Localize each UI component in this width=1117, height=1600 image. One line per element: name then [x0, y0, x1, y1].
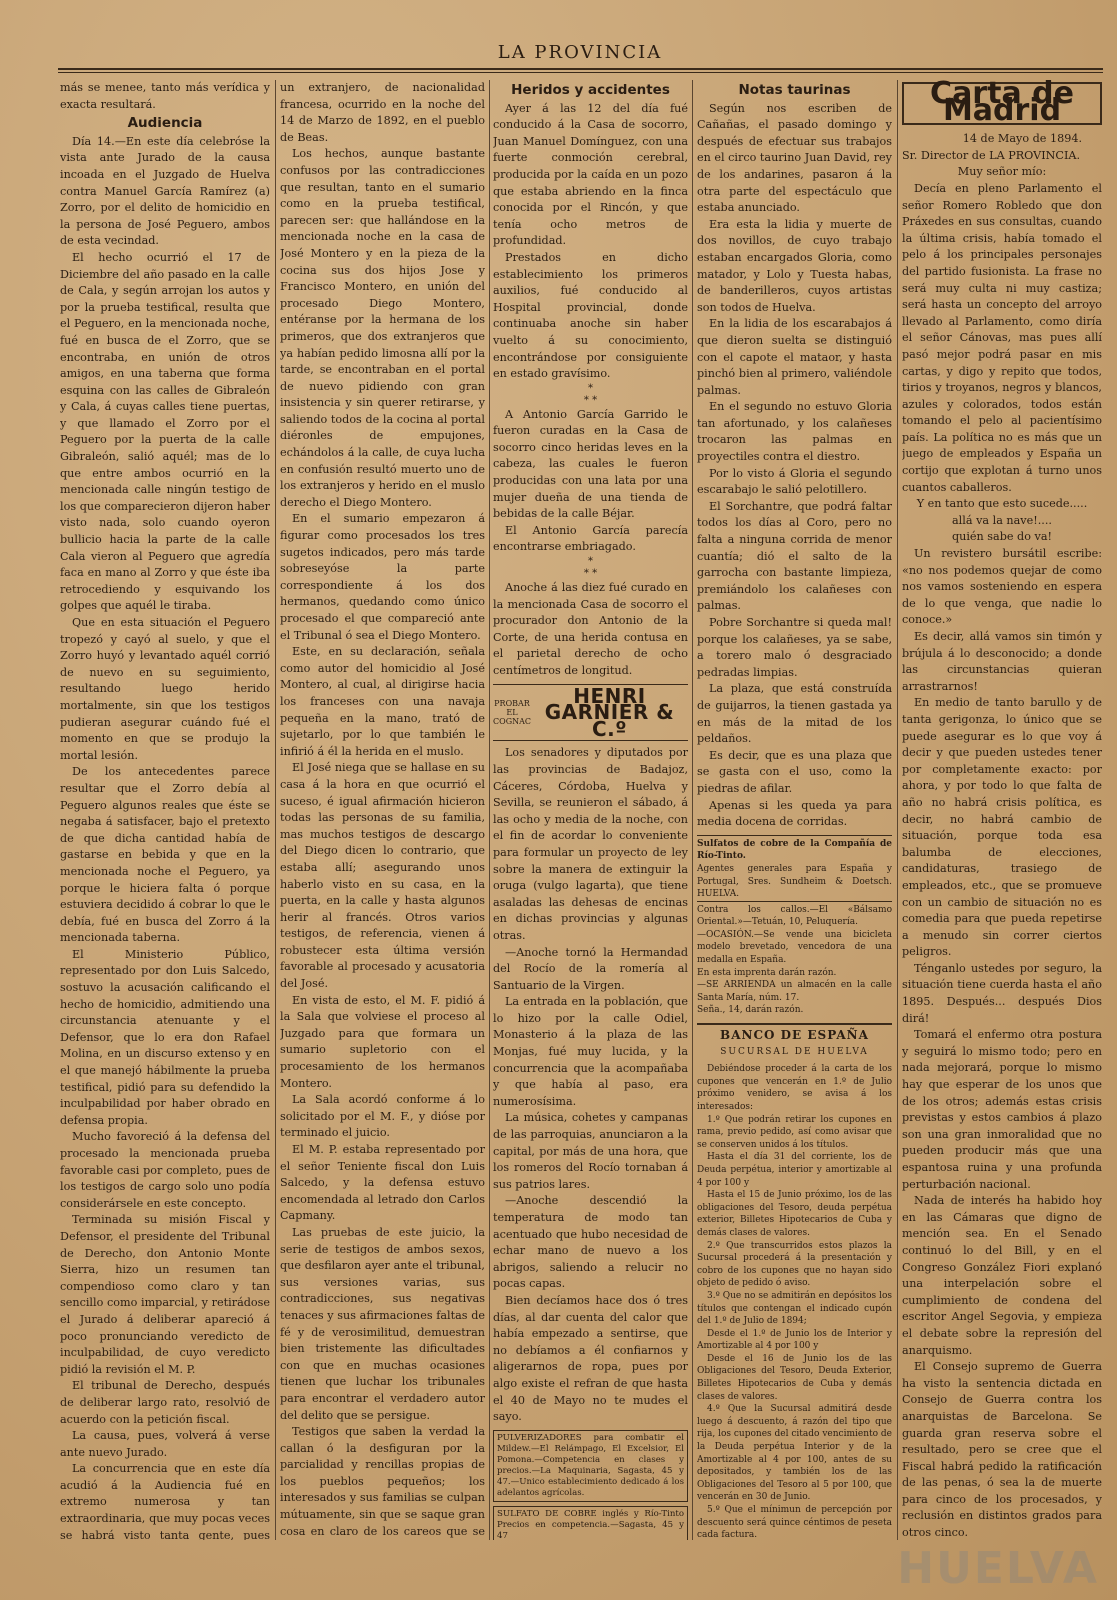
- paragraph: Tomará el enfermo otra postura y seguirá lo mismo todo; pero en nada mejorará, porque lo mismo hay que esperar de los unos que de los otros; además estas crisis previstas y estos cambios á plazo son una gran inmoralidad que no pueden producir más que una espantosa ruina y una profunda perturbación nacional.: [902, 1028, 1102, 1191]
- paragraph: En el sumario empezaron á figurar como procesados los tres sugetos indicados, pero más tarde sobreseyóse la parte correspondiente á los dos hermanos, quedando como único procesado el que compareció ante el Tribunal ó sea el Diego Montero.: [280, 512, 485, 642]
- paragraph: Es decir, que es una plaza que se gasta con el uso, como la piedras de afilar.: [697, 748, 892, 795]
- henri-garnier-ad: [493, 684, 688, 742]
- paragraph: más se menee, tanto más verídica y exacta resultará.: [60, 81, 270, 111]
- verse-line: allá va la nave!....: [952, 513, 1052, 527]
- callos-ad: Contra los callos.—El «Bálsamo Oriental.»—Tetuán, 10, Peluquería.: [697, 901, 892, 929]
- paragraph: Decía en pleno Parlamento el señor Romero Robledo que don Práxedes en sus consultas, cuando la última crisis, había tomado el pelo á los principales personajes del partido fusionista. La frase no será muy culta ni muy castiza; será hasta un concepto del arroyo llevado al Parlamento, como diría el señor Cánovas, mas pues allí pasó mejor podrá pasar en mis cartas, y digo y repito que todos, tirios y troyanos, negros y blancos, azules y colorados, todos están tomando el pelo al pacientísimo país. La política no es más que un juego de empleados y España un cortijo que explotan á turno unos cuantos caballeros.: [902, 181, 1102, 494]
- paragraph: El Consejo supremo de Guerra ha visto la sentencia dictada en Consejo de Guerra contra los anarquistas de Barcelona. Se guarda gran reserva sobre el resultado, pero se cree que el Fiscal habrá pedido la ratificación de las penas, ó sea la de muerte para cinco de los procesados, y reclusión en distintos grados para otros cinco.: [902, 1360, 1102, 1540]
- banco-notice: Debiéndose proceder á la carta de los cupones que vencerán en 1.º de Julio próximo venidero, se avisa á los interesados:: [697, 1064, 892, 1112]
- verse-line: Y en tanto que esto sucede.....: [916, 497, 1088, 511]
- paragraph: Pobre Sorchantre si queda mal! porque los calañeses, ya se sabe, a torero malo ó desgraciado pedradas limpias.: [697, 616, 892, 679]
- paragraph: En la lidia de los escarabajos á que dieron suelta se distinguió con el capote el mataor, y hasta pinchó bien al primero, valiéndole palmas.: [697, 317, 892, 397]
- paragraph: Ténganlo ustedes por seguro, la situación tiene cuerda hasta el año 1895. Después... después Dios dirá!: [902, 961, 1102, 1025]
- arrienda-ad: —SE ARRIENDA un almacén en la calle Santa María, núm. 17.: [697, 980, 892, 1003]
- ocasion-ad: —OCASIÓN.—Se vende una bicicleta modelo brevetado, vencedora de una medalla en España.: [697, 929, 892, 966]
- paragraph: El hecho ocurrió el 17 de Diciembre del año pasado en la calle de Cala, y según arrojan los autos y por la prueba testifical, resulta que el Peguero, en la mencionada noche, fué en busca de el Zorro, que se encontraba, en unión de otros amigos, en una taberna que forma esquina con las calles de Gibraleón y Cala, á cuyas calles tiene puertas, y que llamado el Zorro por el Peguero por la puerta de la calle Gibraleón, salió aquél; mas de lo que entre ambos ocurrió en la mencionada calle ningún testigo de los que comparecieron dijeron haber visto nada, solo cuando oyeron bullicio hacia la parte de la calle Cala vieron al Peguero que agredía faca en mano al Zorro y que éste iba retrocediendo y esquivando los golpes que aquél le tiraba.: [60, 250, 270, 613]
- paragraph: La plaza, que está construída de guijarros, la tienen gastada ya en más de la mitad de los peldaños.: [697, 682, 892, 746]
- column-4: [697, 80, 892, 1540]
- paragraph: Según nos escriben de Cañañas, el pasado domingo y después de efectuar sus trabajos en el circo taurino Juan David, rey de los andarines, pasaron á la otra parte del espectáculo que estaba anunciado.: [697, 101, 892, 215]
- column-separator: [692, 80, 693, 1540]
- letter-salutation: Sr. Director de LA PROVINCIA.: [902, 148, 1081, 162]
- letter-date: 14 de Mayo de 1894.: [962, 132, 1082, 146]
- banco-notice: Hasta el 15 de Junio próximo, los de las obligaciones del Tesoro, deuda perpétua exterior, Billetes Hipotecarios de Cuba y demás clases de valores.: [697, 1190, 892, 1238]
- paragraph: El Antonio García parecía encontrarse embriagado.: [493, 523, 688, 554]
- sulfatos-ad-body: Agentes generales para España y Portugal, Sres. Sundheim & Doetsch. HUELVA.: [697, 863, 892, 900]
- masthead-rule: [58, 68, 1103, 70]
- paragraph: El tribunal de Derecho, después de deliberar largo rato, resolvió de acuerdo con la petición fiscal.: [60, 1379, 270, 1426]
- paragraph: Por lo visto á Gloria el segundo escarabajo le salió pelotillero.: [697, 466, 892, 497]
- banco-notice: 1.º Que podrán retirar los cupones en rama, previo pedido, así como avisar que se conserven unidos á los títulos.: [697, 1114, 892, 1150]
- paragraph: Los hechos, aunque bastante confusos por las contradicciones que resultan, tanto en el sumario como en la prueba testifical, parecen ser: que hallándose en la mencionada noche en la casa de José Montero y en la pieza de la cocina sus dos hijos Jose y Francisco Montero, en unión del procesado Diego Montero, entéranse por la hermana de los primeros, que dos extranjeros que ya habían pedido limosna allí por la tarde, se encontraban en el portal de nuevo pidiendo con gran insistencia y sin querer retirarse, y saliendo todos de la cocina al portal diéronles de empujones, echándolos á la calle, de cuya lucha en confusión resultó muerto uno de los extranjeros y herido en el muslo derecho el Diego Montero.: [280, 147, 485, 509]
- paragraph: En medio de tanto barullo y de tanta gerigonza, lo único que se puede asegurar es lo que voy á decir y que pueden ustedes tener por completamente exacto: por ahora, y por todo lo que falta de año no habrá crisis política, es decir, no habrá cambio de situación, porque toda esa balumba de elecciones, candidaturas, trasiego de empleados, etc., que se promueve con un cambio de situación no es comedia para que pueda repetirse a menudo sin correr ciertos peligros.: [902, 696, 1102, 959]
- paragraph: La concurrencia que en este día acudió á la Audiencia fué en extremo numerosa y tan extraordinaria, que muy pocas veces se habrá visto tanta gente, pues: [60, 1462, 270, 1540]
- banco-notice: Hasta el día 31 del corriente, los de Deuda perpétua, interior y amortizable al 4 por 100 y: [697, 1152, 892, 1188]
- paragraph: De los antecedentes parece resultar que el Zorro debía al Peguero algunos reales que éste se negaba á satisfacer, bajo el pretexto de que dicha cantidad había de gastarse en bebida y que en la mencionada noche el Peguero, ya porque le hiciera falta ó porque estuviera decidido á cobrar lo que le debía, fué en busca del Zorro á la mencionada taberna.: [60, 765, 270, 945]
- verse-line: quién sabe do va!: [951, 530, 1052, 544]
- paragraph: Bien decíamos hace dos ó tres días, al dar cuenta del calor que había empezado a sentirse, que no debíamos a él confiarnos y aligerarnos de ropa, pues por algo existe el refran de que hasta el 40 de Mayo no te mudes el sayo.: [493, 1293, 688, 1424]
- pulverizadores-ad: PULVERIZADORES para combatir el Mildew.—El Relámpago, El Excelsior, El Pomona.—Competencia en clases y precios.—La Maquinaria, Sagasta, 45 y 47.—Unico establecimiento dedicado á los adelantos agrícolas.: [493, 1430, 688, 1502]
- paragraph: Era esta la lidia y muerte de dos novillos, de cuyo trabajo estaban encargados Gloria, como matador, y Lolo y Tuesta habas, de banderilleros, cuyos artistas son todos de Huelva.: [697, 217, 892, 314]
- paragraph: La música, cohetes y campanas de las parroquias, anunciaron a la capital, por más de una hora, que los romeros del Rocío tornaban á sus patrios lares.: [493, 1111, 688, 1191]
- paragraph: El Ministerio Público, representado por don Luis Salcedo, sostuvo la acusación calificando el hecho de homicidio, admitiendo una circunstancia atenuante y el Defensor, que lo era don Rafael Molina, en un discurso extenso y en el que manejó hábilmente la prueba testifical, pidió para su defendido la inculpabilidad por haber obrado en defensa propia.: [60, 947, 270, 1127]
- masthead-rule-thin: [58, 72, 1103, 73]
- ocasion-ad-note: En esta imprenta darán razón.: [697, 967, 837, 978]
- column-5: [902, 80, 1102, 1540]
- banco-subtitle: SUCURSAL DE HUELVA: [720, 1046, 869, 1057]
- carta-de-madrid-title: Carta de Madrid: [902, 82, 1102, 125]
- letter-greeting: Muy señor mío:: [957, 165, 1047, 179]
- paragraph: Día 14.—En este día celebróse la vista ante Jurado de la causa incoada en el Juzgado de Huelva contra Manuel García Ramírez (a) Zorro, por el delito de homicidio en la persona de José Peguero, ambos de esta vecindad.: [60, 134, 270, 248]
- paragraph: Apenas si les queda ya para media docena de corridas.: [697, 798, 892, 829]
- paragraph: Las pruebas de este juicio, la serie de testigos de ambos sexos, que desfilaron ayer ante el tribunal, sus versiones varias, sus contradicciones, sus negativas tenaces y sus afirmaciones faltas de fé y de verosimilitud, demuestran bien tristemente las dificultades con que en muchas ocasiones tienen que luchar los tribunales para encontrar el verdadero autor del delito que se persigue.: [280, 1225, 485, 1422]
- paragraph: —Anoche descendió la temperatura de modo tan acentuado que hubo necesidad de echar mano de nuevo a los abrigos, saliendo a relucir no pocas capas.: [493, 1194, 688, 1291]
- paragraph: Testigos que saben la verdad la callan ó la desfiguran por la parcialidad y rencillas propias de los pueblos pequeños; los interesados y sus familias se culpan mútuamente, sin que se saque gran cosa en claro de los careos que se: [280, 1425, 485, 1538]
- banco-notice: 5.º Que el mínimun de percepción por descuento será quince céntimos de peseta cada factura.: [697, 1505, 892, 1540]
- paragraph: Ayer á las 12 del día fué conducido á la Casa de socorro, Juan Manuel Domínguez, con una fuerte conmoción cerebral, producida por la caída en un pozo que estaba abriendo en la finca conocida por el Rincón, y que tenía ocho metros de profundidad.: [493, 101, 688, 248]
- paragraph: Terminada su misión Fiscal y Defensor, el presidente del Tribunal de Derecho, don Antonio Monte Sierra, hizo un resumen tan compendioso como claro y tan sencillo como imparcial, y retirádose el Jurado á deliberar apareció á poco pronunciando veredicto de inculpabilidad, de cuyo veredicto pidió la revisión el M. P.: [60, 1213, 270, 1376]
- paragraph: La causa, pues, volverá á verse ante nuevo Jurado.: [60, 1429, 270, 1459]
- paragraph: El José niega que se hallase en su casa á la hora en que ocurrió el suceso, é igual afirmación hicieron todas las personas de su familia, mas muchos testigos de descargo del Diego dicen lo contrario, que estaba allí; asegurando unos haberlo visto en su casa, en la puerta, en la calle y hasta algunos herir al francés. Otros varios testigos, de referencia, vienen á robustecer esta última versión favorable al procesado y acusatoria del José.: [280, 761, 485, 991]
- paragraph: Mucho favoreció á la defensa del procesado la mencionada prueba favorable casi por completo, pues de los testigos de cargo solo uno podía considerársele en este concepto.: [60, 1130, 270, 1210]
- ornament: * * *: [583, 382, 598, 406]
- sulfatos-ad-title: Sulfatos de cobre de la Compañía de Río-Tinto.: [697, 835, 892, 863]
- banco-notice: 2.º Que transcurridos estos plazos la Sucursal procederá á la presentación y cobro de los cupones que no hayan sido objeto de pedido ó aviso.: [697, 1240, 892, 1289]
- paragraph: Prestados en dicho establecimiento los primeros auxilios, fué conducido al Hospital provincial, donde continuaba anoche sin haber vuelto á su conocimiento, encontrándose por consiguiente en estado gravísimo.: [493, 250, 688, 381]
- paragraph: En el segundo no estuvo Gloria tan afortunado, y los calañeses trocaron las palmas en proyectiles contra el diestro.: [697, 400, 892, 464]
- banco-notice: Desde el 16 de Junio los de las Obligaciones del Tesoro, Deuda Exterior, Billetes Hipotecarios de Cuba y demás clases de valores.: [697, 1353, 892, 1402]
- paragraph: Un revistero bursátil escribe: «no nos podemos quejar de como nos vamos sosteniendo en espera de lo que venga, que nadie lo conoce.»: [902, 547, 1102, 627]
- archive-watermark: HUELVA: [897, 1543, 1099, 1594]
- paragraph: En vista de esto, el M. F. pidió á la Sala que volviese el proceso al Juzgado para que formara un sumario supletorio con el procesamiento de los hermanos Montero.: [280, 993, 485, 1090]
- paragraph: El M. P. estaba representado por el señor Teniente fiscal don Luis Salcedo, y la defensa estuvo encomendada al letrado don Carlos Capmany.: [280, 1143, 485, 1223]
- section-heading-audiencia: Audiencia: [127, 115, 203, 132]
- arrienda-ad-note: Seña., 14, darán razón.: [697, 1005, 804, 1016]
- column-1: [60, 80, 270, 1540]
- banco-notice: 4.º Que la Sucursal admitirá desde luego á descuento, á razón del tipo que rija, los cupones del citado vencimiento de la Deuda perpétua Interior y de la Amortizable al 4 por 100, antes de su depositados, y también los de las Obligaciones del Tesoro al 5 por 100, que vencerán en 30 de Junio.: [697, 1404, 892, 1503]
- ad-small-text: PROBAR EL COGNAC: [493, 698, 531, 726]
- paragraph: Este, en su declaración, señala como autor del homicidio al José Montero, al cual, al dirigirse hacia los franceses con una navaja pequeña en la mano, trató de sujetarlo, por lo que también le infirió á él la herida en el muslo.: [280, 645, 485, 758]
- paragraph: —Anoche tornó la Hermandad del Rocío de la romería al Santuario de la Virgen.: [493, 945, 688, 992]
- paragraph: Anoche á las diez fué curado en la mencionada Casa de socorro el procurador don Antonio de la Corte, de una herida contusa en el parietal derecho de ocho centímetros de longitud.: [493, 581, 688, 677]
- column-separator: [897, 80, 898, 1540]
- paragraph: La entrada en la población, que lo hizo por la calle Odiel, Monasterio á la plaza de las Monjas, fué muy lucida, y la concurrencia que la acompañaba y que había al paso, era numerosísima.: [493, 995, 688, 1108]
- paragraph: El Sorchantre, que podrá faltar todos los días al Coro, pero no falta a ninguna corrida de menor cuantía; dió el salto de la garrocha con bastante limpieza, premiándolo los calañeses con palmas.: [697, 499, 892, 613]
- ad-brand: HENRI GARNIER & C.º: [544, 683, 675, 741]
- paragraph: A Antonio García Garrido le fueron curadas en la Casa de socorro cinco heridas leves en la cabeza, las cuales le fueron producidas con una lata por una mujer dueña de una tienda de bebidas de la calle Béjar.: [493, 407, 688, 521]
- banco-notice: 3.º Que no se admitirán en depósitos los títulos que contengan el indicado cupón del 1.º de Julio de 1894;: [697, 1290, 892, 1327]
- paragraph: Nada de interés ha habido hoy en las Cámaras que digno de mención sea. En el Senado continuó lo del Bill, y en el Congreso González Fiori explanó una interpelación sobre el cumplimiento de condena del escritor Angel Segovia, y empieza el debate sobre la represión del anarquismo.: [902, 1194, 1102, 1357]
- paragraph: Que en esta situación el Peguero tropezó y cayó al suelo, y que el Zorro huyó y levantado aquél corrió de nuevo en su seguimiento, resultando luego herido mortalmente, sin que los testigos pudieran asegurar cuándo fué el momento en que se produjo la mortal lesión.: [60, 616, 270, 762]
- section-heading-notas-taurinas: Notas taurinas: [738, 82, 851, 98]
- paragraph: La Sala acordó conforme á lo solicitado por el M. F., y dióse por terminado el juicio.: [280, 1093, 485, 1140]
- column-2: [280, 80, 485, 1540]
- banco-title: BANCO DE ESPAÑA: [697, 1023, 892, 1044]
- paragraph: un extranjero, de nacionalidad francesa, ocurrido en la noche del 14 de Marzo de 1892, en el pueblo de Beas.: [280, 81, 485, 144]
- column-separator: [489, 80, 490, 1540]
- masthead: LA PROVINCIA: [497, 42, 663, 63]
- paragraph: Los senadores y diputados por las provincias de Badajoz, Cáceres, Córdoba, Huelva y Sevilla, se reunieron el sábado, á las ocho y media de la noche, con el fin de acordar lo conveniente para formular un proyecto de ley sobre la manera de extinguir la oruga (vulgo lagarta), que tiene asaladas las dehesas de encinas en dichas provincias y algunas otras.: [493, 746, 688, 942]
- section-heading-heridos: Heridos y accidentes: [511, 82, 670, 98]
- sulfato-ad: SULFATO DE COBRE inglés y Río-Tinto Precios en competencia.—Sagasta, 45 y 47: [493, 1506, 688, 1540]
- paragraph: Es decir, allá vamos sin timón y brújula á lo desconocido; a donde las circunstancias quieran arrastrarnos!: [902, 630, 1102, 693]
- column-3: [493, 80, 688, 1540]
- banco-notice: Desde el 1.º de Junio los de Interior y Amortizable al 4 por 100 y: [697, 1328, 892, 1352]
- ornament: * * *: [583, 556, 598, 580]
- column-separator: [275, 80, 276, 1540]
